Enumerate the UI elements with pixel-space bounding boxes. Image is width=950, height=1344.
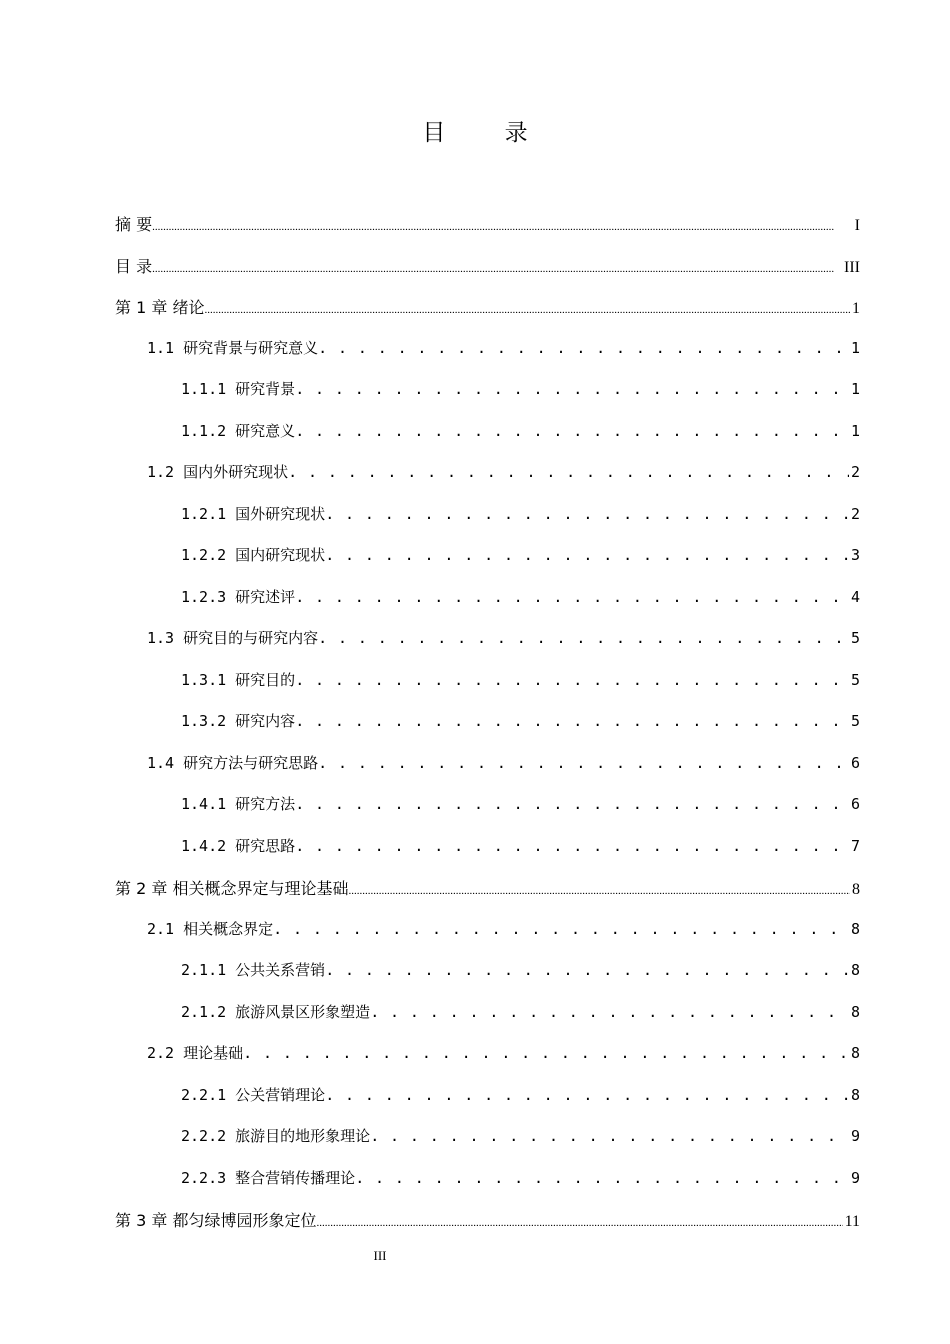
toc-entry-page: 11 — [844, 1213, 860, 1230]
toc-dot-leader — [370, 1003, 849, 1021]
toc-entry-label: 2.2 理论基础 — [147, 1044, 244, 1062]
toc-entry-page: 8 — [850, 920, 860, 938]
toc-dot-leader — [370, 1127, 849, 1145]
toc-entry[interactable] — [115, 254, 860, 280]
toc-dot-leader — [295, 671, 849, 689]
toc-entry-label: 1.1.1 研究背景 — [181, 380, 296, 398]
toc-dot-leader — [295, 588, 849, 606]
toc-dot-leader — [152, 263, 842, 275]
toc-dot-leader — [295, 422, 849, 440]
toc-entry-page: 8 — [850, 1044, 860, 1062]
toc-entry-page: 9 — [850, 1169, 860, 1187]
toc-entry-label: 2.1.2 旅游风景区形象塑造 — [181, 1003, 371, 1021]
toc-dot-leader — [243, 1044, 849, 1062]
toc-entry[interactable] — [147, 1042, 860, 1068]
toc-entry-page: 5 — [850, 629, 860, 647]
toc-entry-label: 2.2.2 旅游目的地形象理论 — [181, 1127, 371, 1145]
toc-entry[interactable] — [181, 544, 860, 570]
toc-dot-leader — [325, 546, 849, 564]
toc-entry-label: 2.2.1 公关营销理论 — [181, 1086, 326, 1104]
toc-entry[interactable] — [181, 503, 860, 529]
toc-entry-page: 6 — [850, 795, 860, 813]
toc-entry-page: 1 — [850, 380, 860, 398]
toc-entry-label: 目 录 — [115, 257, 153, 276]
toc-entry-label: 摘 要 — [115, 215, 153, 234]
toc-entry-label: 1.3.1 研究目的 — [181, 671, 296, 689]
page-title: 目 录 — [422, 120, 554, 146]
toc-entry-label: 1.3.2 研究内容 — [181, 712, 296, 730]
toc-entry-label: 1.4.2 研究思路 — [181, 837, 296, 855]
toc-entry[interactable] — [181, 710, 860, 736]
toc-dot-leader — [295, 712, 849, 730]
toc-entry[interactable] — [115, 295, 860, 321]
toc-entry-page: 9 — [850, 1127, 860, 1145]
toc-entry-page: 5 — [850, 712, 860, 730]
toc-entry-page: 4 — [850, 588, 860, 606]
toc-entry-label: 1.4 研究方法与研究思路 — [147, 754, 319, 772]
toc-entry-page: 8 — [850, 1003, 860, 1021]
toc-entry-label: 1.3 研究目的与研究内容 — [147, 629, 319, 647]
toc-entry-label: 1.2 国内外研究现状 — [147, 463, 289, 481]
toc-entry[interactable] — [181, 1084, 860, 1110]
toc-entry-page: 6 — [850, 754, 860, 772]
toc-entry-label: 第 2 章 相关概念界定与理论基础 — [115, 879, 349, 898]
toc-entry-page: 7 — [850, 837, 860, 855]
toc-entry[interactable] — [147, 752, 860, 778]
toc-entry-label: 1.1 研究背景与研究意义 — [147, 339, 319, 357]
toc-entry[interactable] — [181, 378, 860, 404]
toc-entry[interactable] — [115, 876, 860, 902]
toc-entry[interactable] — [181, 420, 860, 446]
toc-entry-page: 8 — [850, 961, 860, 979]
toc-entry[interactable] — [147, 337, 860, 363]
toc-dot-leader — [273, 920, 849, 938]
toc-entry-page: 1 — [850, 422, 860, 440]
toc-entry-page: I — [854, 217, 860, 234]
toc-dot-leader — [204, 304, 850, 316]
toc-entry[interactable] — [181, 793, 860, 819]
toc-entry[interactable] — [181, 959, 860, 985]
toc-entry[interactable] — [181, 1001, 860, 1027]
toc-dot-leader — [316, 1217, 842, 1229]
toc-entry-label: 1.2.2 国内研究现状 — [181, 546, 326, 564]
toc-dot-leader — [295, 380, 849, 398]
toc-dot-leader — [152, 221, 853, 233]
toc-entry[interactable] — [181, 1125, 860, 1151]
toc-dot-leader — [318, 629, 849, 647]
toc-entry-label: 1.1.2 研究意义 — [181, 422, 296, 440]
toc-dot-leader — [288, 463, 849, 481]
toc-entry-page: III — [844, 259, 860, 276]
toc-entry[interactable] — [181, 586, 860, 612]
toc-entry[interactable] — [147, 461, 860, 487]
toc-entry-label: 2.2.3 整合营销传播理论 — [181, 1169, 356, 1187]
toc-entry[interactable] — [115, 212, 860, 238]
toc-entry-page: 3 — [850, 546, 860, 564]
toc-entry-label: 1.2.3 研究述评 — [181, 588, 296, 606]
toc-entry-label: 1.4.1 研究方法 — [181, 795, 296, 813]
toc-entry[interactable] — [181, 669, 860, 695]
toc-entry[interactable] — [115, 1208, 860, 1234]
toc-entry-page: 8 — [852, 881, 860, 898]
page-number-footer: III — [373, 1248, 387, 1263]
toc-entry-page: 1 — [850, 339, 860, 357]
toc-entry[interactable] — [147, 627, 860, 653]
toc-entry[interactable] — [181, 835, 860, 861]
toc-dot-leader — [295, 795, 849, 813]
toc-entry-page: 2 — [850, 505, 860, 523]
toc-entry-page: 1 — [852, 300, 860, 317]
toc-entry-page: 2 — [850, 463, 860, 481]
toc-entry[interactable] — [147, 918, 860, 944]
toc-dot-leader — [325, 1086, 849, 1104]
toc-dot-leader — [325, 961, 849, 979]
toc-entry-page: 5 — [850, 671, 860, 689]
toc-dot-leader — [318, 754, 849, 772]
toc-dot-leader — [318, 339, 849, 357]
toc-dot-leader — [355, 1169, 849, 1187]
toc-entry-page: 8 — [850, 1086, 860, 1104]
toc-entry[interactable] — [181, 1167, 860, 1193]
toc-dot-leader — [348, 885, 850, 897]
toc-dot-leader — [295, 837, 849, 855]
toc-entry-label: 第 3 章 都匀绿博园形象定位 — [115, 1211, 317, 1230]
toc-entry-label: 2.1 相关概念界定 — [147, 920, 274, 938]
toc-dot-leader — [325, 505, 849, 523]
toc-entry-label: 第 1 章 绪论 — [115, 298, 205, 317]
toc-entry-label: 2.1.1 公共关系营销 — [181, 961, 326, 979]
toc-entry-label: 1.2.1 国外研究现状 — [181, 505, 326, 523]
